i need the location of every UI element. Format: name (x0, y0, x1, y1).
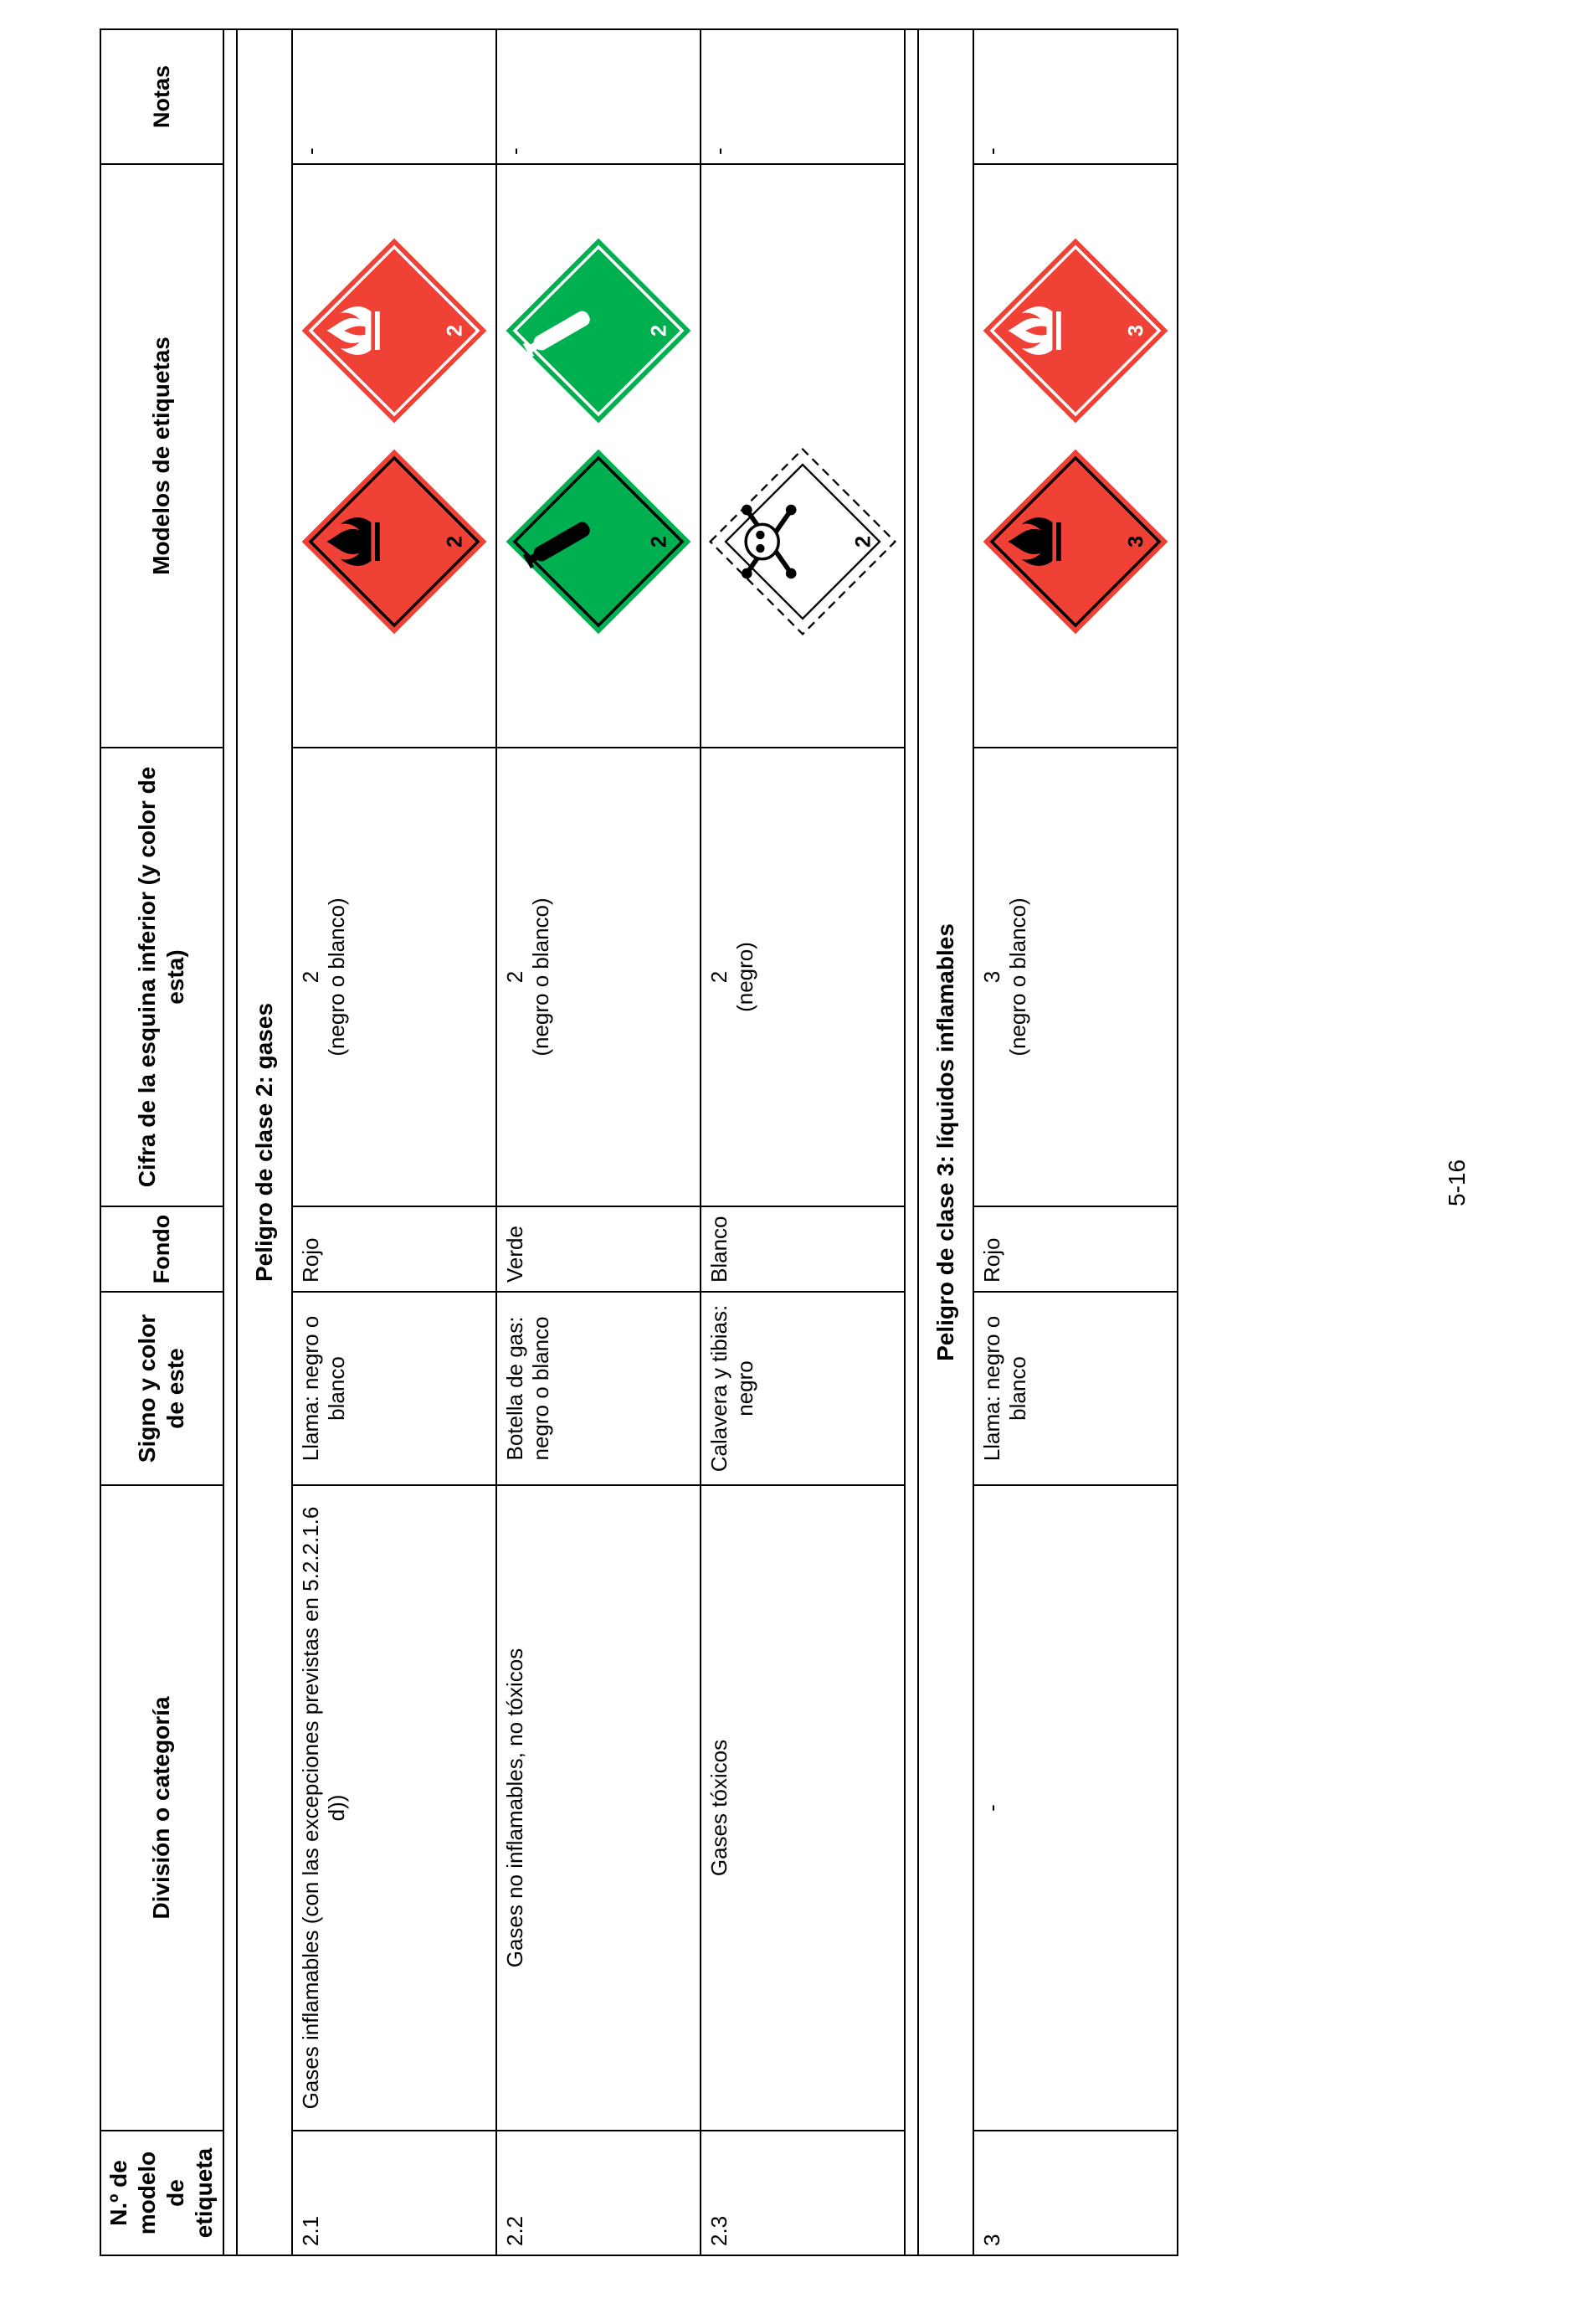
gas-cylinder-label-black-icon (502, 445, 695, 638)
flame-label-white-icon (298, 234, 490, 427)
label-corner-figure: 2 (443, 535, 467, 548)
header-label-no: N.º de modelo de etiqueta (100, 2131, 223, 2255)
cell-corner-figure (701, 748, 905, 1206)
cell-division: - (973, 1485, 1178, 2131)
corner-figure-number: 2 (706, 970, 731, 984)
cell-label-no: 3 (973, 2131, 1178, 2255)
header-background: Fondo (100, 1206, 223, 1292)
corner-figure-color: (negro o blanco) (1005, 897, 1031, 1057)
corner-figure-color: (negro o blanco) (324, 897, 350, 1057)
section-spacer (905, 29, 918, 2255)
cell-background: Blanco (701, 1206, 905, 1292)
table-row (973, 29, 1178, 2255)
flame-label-white-icon (979, 234, 1172, 427)
header-corner-figure: Cifra de la esquina inferior (y color de esta) (100, 748, 223, 1206)
cell-label-no: 2.2 (496, 2131, 701, 2255)
table-row (701, 29, 905, 2255)
section-spacer-cell (905, 29, 918, 2255)
cell-label-models (292, 164, 496, 748)
label-models-group (298, 173, 490, 738)
corner-figure-color: (negro o blanco) (528, 897, 554, 1057)
label-corner-figure: 3 (1124, 535, 1148, 548)
skull-crossbones-label-icon (706, 445, 899, 638)
cell-label-models (496, 164, 701, 748)
cell-background: Rojo (973, 1206, 1178, 1292)
cell-notes: - (496, 29, 701, 164)
cell-label-models (973, 164, 1178, 748)
cell-label-models (701, 164, 905, 748)
flame-label-black-icon (298, 445, 490, 638)
cell-label-no: 2.1 (292, 2131, 496, 2255)
cell-notes: - (701, 29, 905, 164)
cell-symbol: Botella de gas: negro o blanco (496, 1292, 701, 1485)
corner-figure-number: 3 (978, 970, 1004, 984)
header-notes: Notas (100, 29, 223, 164)
flame-label-black-icon (979, 445, 1172, 638)
header-symbol: Signo y color de este (100, 1292, 223, 1485)
corner-figure-color: (negro) (732, 942, 758, 1012)
label-corner-figure: 3 (1124, 324, 1148, 337)
cell-notes: - (292, 29, 496, 164)
section-title: Peligro de clase 2: gases (237, 29, 292, 2255)
page-number: 5-16 (1444, 1159, 1470, 1206)
cell-corner-figure (496, 748, 701, 1206)
cell-division: Gases inflamables (con las excepciones previstas en 5.2.2.1.6 d)) (292, 1485, 496, 2131)
cell-notes: - (973, 29, 1178, 164)
section-spacer (223, 29, 237, 2255)
section-title-row (237, 29, 292, 2255)
cell-corner-figure (973, 748, 1178, 1206)
label-models-group (502, 173, 695, 738)
table-header-row (100, 29, 223, 2255)
cell-symbol: Calavera y tibias: negro (701, 1292, 905, 1485)
header-division: División o categoría (100, 1485, 223, 2131)
table-row (292, 29, 496, 2255)
gas-cylinder-label-white-icon (502, 234, 695, 427)
label-models-group (706, 173, 899, 738)
cell-background: Verde (496, 1206, 701, 1292)
cell-corner-figure (292, 748, 496, 1206)
cell-background: Rojo (292, 1206, 496, 1292)
label-corner-figure: 2 (851, 535, 875, 548)
section-title: Peligro de clase 3: líquidos inflamables (918, 29, 973, 2255)
label-corner-figure: 2 (443, 324, 467, 337)
corner-figure-number: 2 (297, 970, 323, 984)
table-row (496, 29, 701, 2255)
header-label-models: Modelos de etiquetas (100, 164, 223, 748)
section-spacer-cell (223, 29, 237, 2255)
section-title-row (918, 29, 973, 2255)
label-corner-figure: 2 (647, 324, 671, 337)
cell-symbol: Llama: negro o blanco (292, 1292, 496, 1485)
label-corner-figure: 2 (647, 535, 671, 548)
cell-label-no: 2.3 (701, 2131, 905, 2255)
cell-symbol: Llama: negro o blanco (973, 1292, 1178, 1485)
cell-division: Gases no inflamables, no tóxicos (496, 1485, 701, 2131)
label-models-group (979, 173, 1172, 738)
label-models-table (100, 28, 1178, 2256)
corner-figure-number: 2 (501, 970, 527, 984)
table-body (223, 29, 1178, 2255)
cell-division: Gases tóxicos (701, 1485, 905, 2131)
